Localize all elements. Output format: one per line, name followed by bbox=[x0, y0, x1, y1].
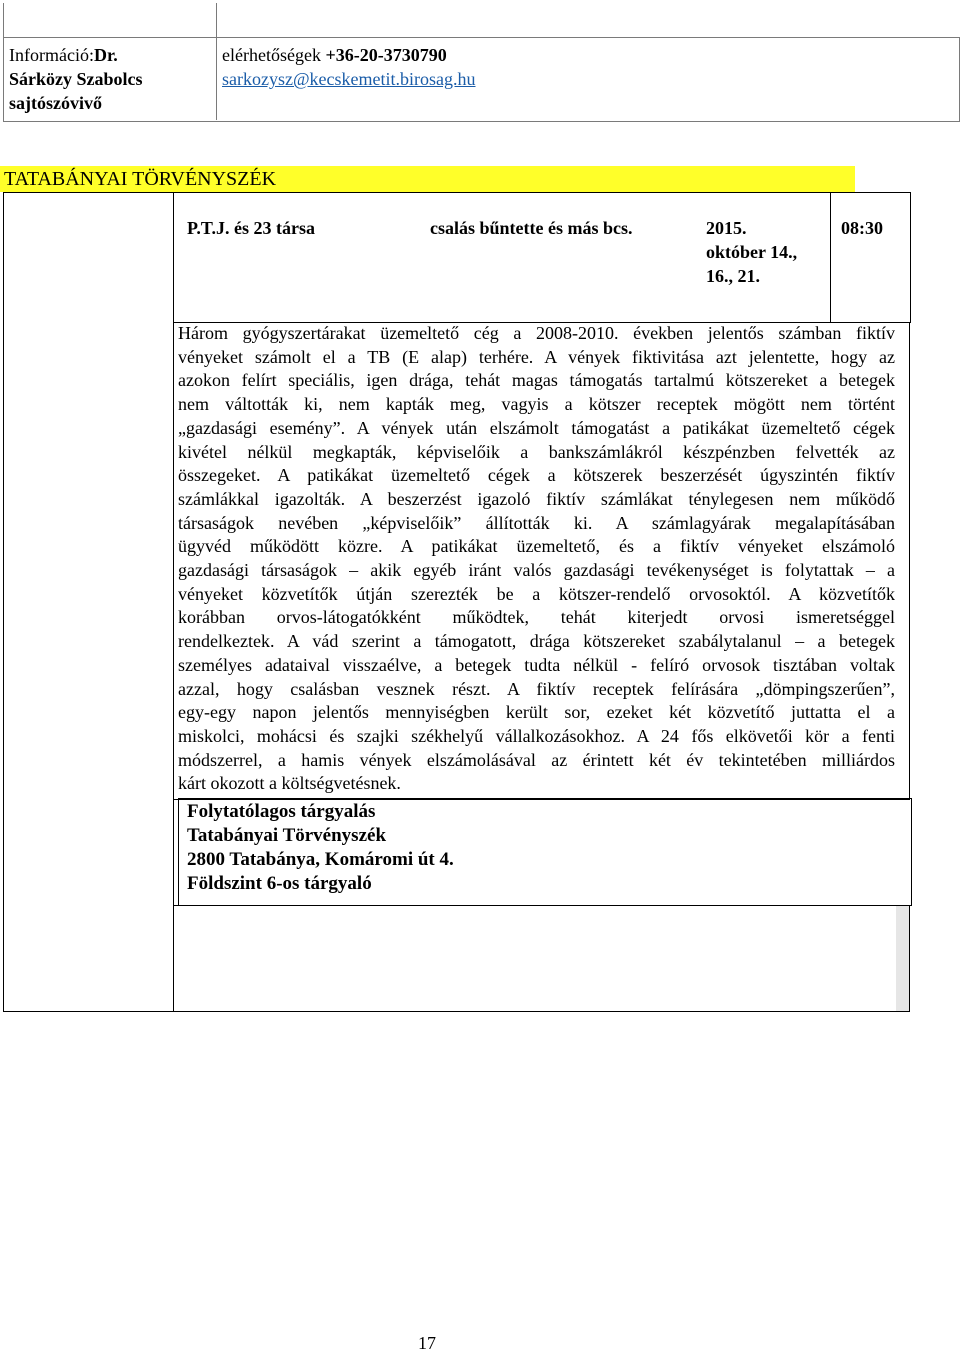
description-right-border bbox=[909, 322, 910, 800]
case-frame-bottom bbox=[3, 1011, 910, 1012]
empty-row-right-border bbox=[909, 906, 910, 1012]
description-line: gazdasági társaságok – akik egyéb iránt valós gazdasági tevékenységet is folytattak – a bbox=[178, 560, 895, 581]
reach-label: elérhetőségek bbox=[222, 45, 326, 65]
table-divider bbox=[216, 3, 217, 120]
court-banner: TATABÁNYAI TÖRVÉNYSZÉK bbox=[0, 166, 855, 192]
description-line: kárt okozott a költségvetésnek. bbox=[178, 773, 401, 794]
description-line: összegeket. A patikákat üzemeltető cégek a kötszerek beszerzését úgyszintén fiktív bbox=[178, 465, 895, 486]
empty-row-shade bbox=[896, 906, 910, 1011]
contact-info-cell bbox=[9, 43, 209, 115]
court-name: Tatabányai Törvényszék bbox=[187, 825, 387, 846]
description-line: vényeket számolt el a TB (E alap) terhére. A vények fiktivitása azt jelentette, hogy az bbox=[178, 346, 895, 367]
case-date bbox=[706, 216, 821, 288]
date-line: 16., 21. bbox=[706, 266, 760, 286]
description-left-border bbox=[173, 322, 174, 800]
description-line: kivétel nélkül megkapták, képviselőik a bankszámlákról készpénzben felvették az bbox=[178, 441, 895, 462]
description-line: vényeket közvetítők útján szerezték be a kötszer-rendelő orvosoktól. A közvetítők bbox=[178, 583, 895, 604]
description-line: azokon felírt speciális, igen drága, tehát magas támogatás tartalmú kötszereket a betegek bbox=[178, 370, 895, 391]
description-line: Három gyógyszertárakat üzemeltető cég a 2008-2010. években jelentős számban fiktív bbox=[178, 323, 895, 343]
page-number: 17 bbox=[418, 1333, 436, 1353]
description-line: módszerrel, a hamis vények elszámolásával az érintett két év tekintetében milliárdos bbox=[178, 749, 895, 770]
description-line: ügyvéd működött közre. A patikákat üzemeltető, és a fiktív vényeket elszámoló bbox=[178, 536, 895, 557]
info-name: Sárközy Szabolcs bbox=[9, 69, 143, 89]
description-line: társaságok nevében „képviselőik” állították ki. A számlagyárak megalapításában bbox=[178, 512, 895, 533]
empty-row-divider bbox=[173, 905, 910, 906]
phone-number: +36-20-3730790 bbox=[325, 45, 447, 65]
email-link[interactable]: sarkozysz@kecskemetit.birosag.hu bbox=[222, 69, 476, 89]
description-line: miskolci, mohácsi és szajki székhelyű vállalkozásokhoz. A 24 fős elkövetői kör a fenti bbox=[178, 725, 895, 746]
table-divider bbox=[3, 3, 4, 37]
description-line: rendelkeztek. A vád szerint a támogatott, drága kötszereket szabálytalanul – a betegek bbox=[178, 631, 895, 652]
case-time: 08:30 bbox=[841, 218, 883, 238]
description-line: „gazdasági esemény”. A vények után elszámolt támogatást a patikákat üzemeltető cégek bbox=[178, 417, 895, 438]
info-name-title: Dr. bbox=[93, 45, 118, 65]
case-description bbox=[178, 322, 895, 796]
venue-info bbox=[187, 800, 454, 896]
court-address: 2800 Tatabánya, Komáromi út 4. bbox=[187, 849, 454, 870]
date-cell-divider bbox=[830, 192, 831, 322]
info-role: sajtószóvivő bbox=[9, 93, 102, 113]
date-line: október 14., bbox=[706, 242, 798, 262]
contact-reach-cell bbox=[222, 43, 622, 91]
case-charge: csalás bűntette és más bcs. bbox=[430, 218, 633, 238]
description-line: egy-egy napon jelentős mennyiségben került sor, ezeket két közvetítő juttatta el a bbox=[178, 702, 895, 723]
description-line: azzal, hogy csalásban vesznek részt. A fiktív receptek felírására „dömpingszerűen”, bbox=[178, 678, 895, 699]
case-frame-left bbox=[3, 192, 4, 1012]
case-defendants: P.T.J. és 23 társa bbox=[187, 218, 315, 238]
info-label: Információ: bbox=[9, 45, 94, 65]
hearing-type: Folytatólagos tárgyalás bbox=[187, 801, 376, 822]
date-line: 2015. bbox=[706, 218, 747, 238]
description-line: korábban orvos-látogatókként működtek, tehát kiterjedt orvosi ismeretséggel bbox=[178, 607, 895, 628]
description-line: személyes adataival visszaélve, a betegek tudta nélkül - felíró orvosok tisztában voltak bbox=[178, 654, 895, 675]
hearing-room: Földszint 6-os tárgyaló bbox=[187, 873, 372, 894]
description-line: nem váltották ki, nem kapták meg, vagyis a kötszer receptek mögött nem történt bbox=[178, 394, 895, 415]
description-line: számlákkal igazolták. A beszerzést igazoló fiktív számlákat ténylegesen nem működő bbox=[178, 488, 895, 509]
